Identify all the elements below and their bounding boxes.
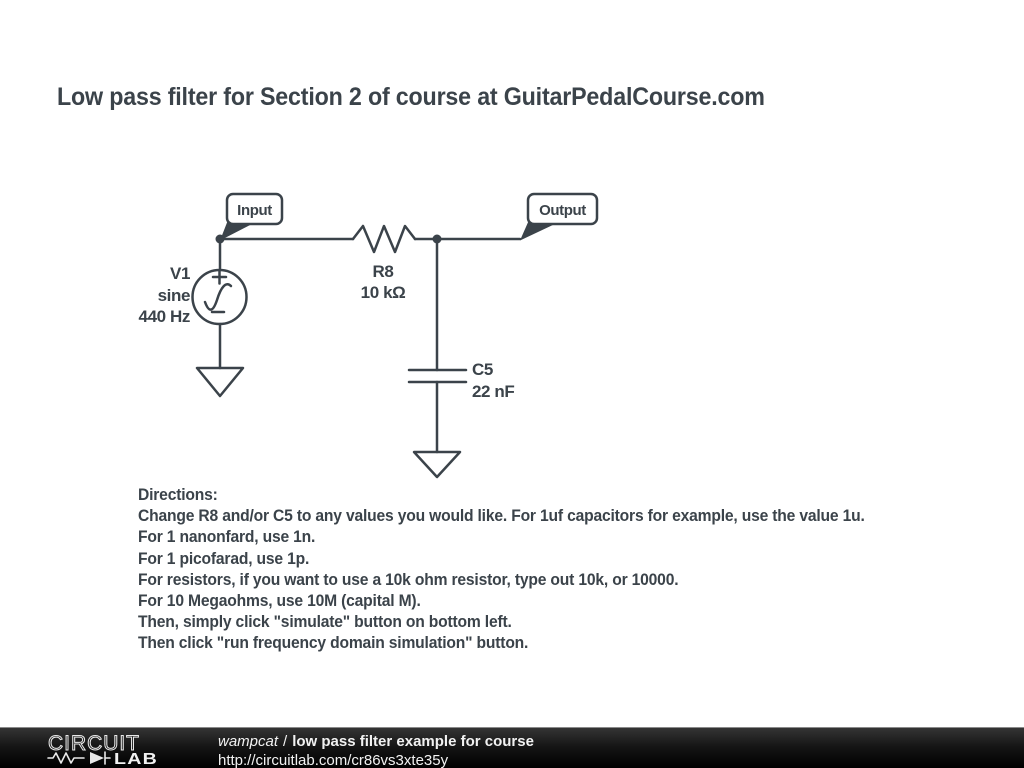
capacitor-name-label: C5	[472, 360, 493, 379]
directions-line: For resistors, if you want to use a 10k ohm resistor, type out 10k, or 10000.	[138, 569, 679, 589]
source-frequency-label: 440 Hz	[138, 307, 190, 326]
directions-line: Then, simply click "simulate" button on bottom left.	[138, 612, 512, 632]
output-flag[interactable]	[520, 194, 597, 241]
resistor-name-label: R8	[372, 262, 394, 281]
directions-line: Then click "run frequency domain simulation" button.	[138, 633, 529, 653]
directions-line: Directions:	[138, 485, 218, 504]
input-flag[interactable]	[220, 194, 282, 241]
directions-line: For 10 Megaohms, use 10M (capital M).	[138, 591, 421, 611]
directions-text	[138, 484, 865, 654]
sine-wave-glyph	[205, 284, 231, 309]
plus-sign	[213, 271, 226, 284]
directions-line: Change R8 and/or C5 to any values you would like. For 1uf capacitors for example, use the value 1u.	[138, 506, 865, 526]
resistor-zigzag	[353, 226, 415, 252]
ground-symbol-capacitor	[414, 452, 460, 477]
ground-symbol-source	[197, 368, 243, 396]
author-name[interactable]: wampcat	[218, 733, 279, 750]
directions-line: For 1 picofarad, use 1p.	[138, 548, 310, 568]
resistor-value-label: 10 kΩ	[360, 283, 406, 302]
source-name-label: V1	[170, 264, 190, 283]
voltage-source-V1[interactable]	[139, 264, 247, 326]
footer-bar	[0, 727, 1024, 768]
circuitlab-logo[interactable]	[46, 731, 166, 767]
resistor-R8[interactable]	[353, 226, 415, 302]
capacitor-value-label: 22 nF	[472, 382, 515, 401]
footer-title-line	[218, 733, 534, 752]
project-url[interactable]: http://circuitlab.com/cr86vs3xte35y	[218, 751, 449, 768]
output-flag-label: Output	[539, 202, 586, 219]
capacitor-C5[interactable]	[409, 360, 514, 401]
input-flag-label: Input	[237, 202, 272, 219]
project-title: low pass filter example for course	[292, 733, 534, 750]
source-waveform-label: sine	[157, 286, 190, 305]
logo-word-lab: LAB	[114, 751, 158, 767]
page-title: Low pass filter for Section 2 of course at GuitarPedalCourse.com	[57, 83, 765, 111]
node-dot-output	[433, 235, 442, 244]
directions-line: For 1 nanonfard, use 1n.	[138, 527, 316, 547]
logo-word-circuit: CIRCUIT	[48, 732, 140, 755]
footer-separator: /	[283, 733, 288, 750]
footer-meta	[218, 733, 534, 768]
